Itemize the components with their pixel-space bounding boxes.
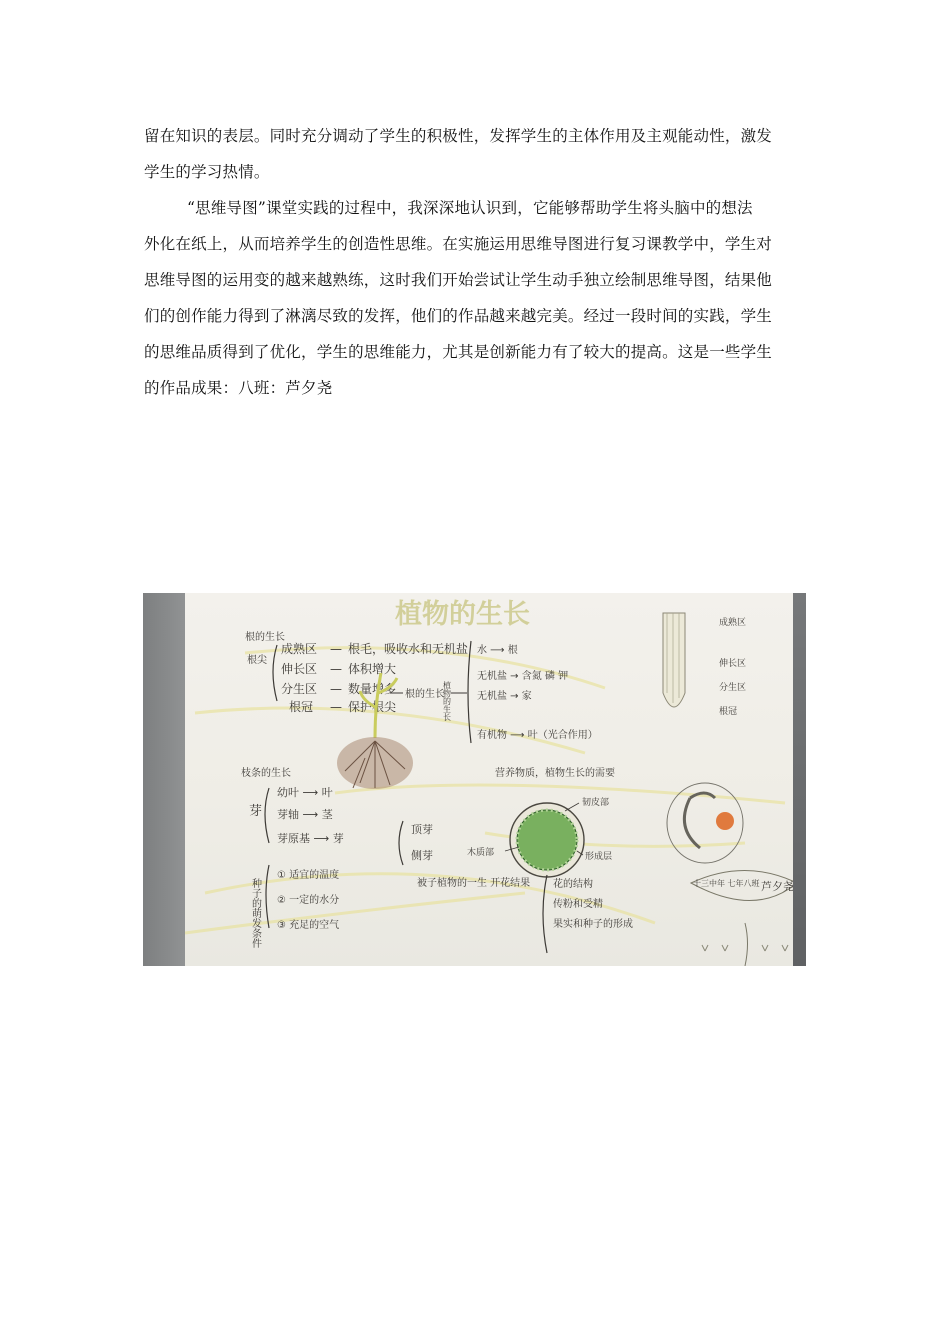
root-tip-label: 成熟区 [719,618,747,628]
stem-label: 韧皮部 [582,798,610,808]
seed-item: ③ 充足的空气 [277,920,340,931]
text-line: 的作品成果：八班：芦夕尧 [144,379,333,397]
nutrition-side-label: 植物的生长 [442,681,452,721]
bud-item: 芽原基 ⟶ 芽 [277,832,344,845]
bud-heading: 枝条的生长 [241,768,291,779]
root-tip-label: 分生区 [719,683,747,693]
stem-label: 木质部 [467,848,495,858]
paragraph-1 [144,118,812,190]
dash: — [330,662,342,676]
dash: — [330,700,342,714]
nutrition-item: 无机盐 → 家 [477,691,532,702]
nutrition-item: 有机物 ⟶ 叶（光合作用） [477,730,598,741]
bud-type: 侧芽 [411,849,433,862]
root-zone: 伸长区 [281,662,318,676]
signature-name: 芦夕尧 [761,880,793,893]
text-line: 留在知识的表层。同时充分调动了学生的积极性，发挥学生的主体作用及主观能动性，激发 [144,127,773,145]
text-line: 的思维品质得到了优化，学生的思维能力，尤其是创新能力有了较大的提高。这是一些学生 [144,343,773,361]
flower-item: 果实和种子的形成 [553,919,633,930]
text-line: 思维导图的运用变的越来越熟练，这时我们开始尝试让学生动手独立绘制思维导图，结果他 [144,271,773,289]
flower-item: 花的结构 [553,879,593,890]
nutrition-items [477,643,598,741]
article-text [144,118,812,406]
root-items [281,641,468,714]
dash: — [330,682,342,696]
root-desc: 根毛，吸收水和无机盐 [348,642,469,656]
root-desc: 体积增大 [348,662,397,676]
grass-decoration [702,945,788,951]
paragraph-2 [144,190,812,406]
stem-label: 形成层 [585,852,613,862]
mindmap-photo [143,593,806,966]
root-group: 根尖 [247,655,267,666]
root-zone: 成熟区 [281,642,318,656]
mindmap-title: 植物的生长 [395,599,530,630]
root-desc: 数量增多 [348,682,397,696]
nutrient-note: 营养物质，植物生长的需要 [495,768,615,779]
seed-item: ① 适宜的温度 [277,870,340,881]
signature-class: 十三中年 七年八班 [693,879,760,888]
bud-items [277,785,344,845]
root-tip-diagram [663,613,685,707]
bud-item: 幼叶 ⟶ 叶 [277,786,333,799]
seed-heading: 种子的萌发条件 [249,878,261,948]
center-label: 根的生长 [405,689,445,700]
flower-heading: 被子植物的一生 开花结果 [417,878,531,889]
stem-cross-section [510,803,584,877]
seed-items [277,868,339,931]
text-line: 们的创作能力得到了淋漓尽致的发挥，他们的作品越来越完美。经过一段时间的实践，学生 [144,307,773,325]
bud-group: 芽 [249,804,263,819]
nutrition-item: 水 ⟶ 根 [477,645,518,656]
flower-item: 传粉和受精 [553,899,603,910]
mindmap-paper [185,593,793,966]
root-tip-label: 根冠 [719,707,738,717]
root-desc: 保护根尖 [348,700,397,714]
seed-item: ② 一定的水分 [277,895,340,906]
mindmap-drawing [185,593,793,966]
flower-items [553,877,633,930]
root-zone: 根冠 [289,700,314,714]
text-line: 外化在纸上，从而培养学生的创造性思维。在实施运用思维导图进行复习课教学中，学生对 [144,235,773,253]
root-tip-label: 伸长区 [719,659,747,669]
photo-background [143,593,188,966]
text-line: “思维导图”课堂实践的过程中，我深深地认识到，它能够帮助学生将头脑中的想法 [187,199,753,217]
text-line: 学生的学习热情。 [144,163,270,181]
nutrition-item: 无机盐 → 含氮 磷 钾 [477,671,569,682]
root-heading: 根的生长 [245,632,285,643]
bud-type: 顶芽 [411,823,433,836]
root-tip-labels [719,616,746,717]
bud-item: 芽轴 ⟶ 茎 [277,808,333,821]
root-zone: 分生区 [281,682,318,696]
dash: — [330,642,342,656]
